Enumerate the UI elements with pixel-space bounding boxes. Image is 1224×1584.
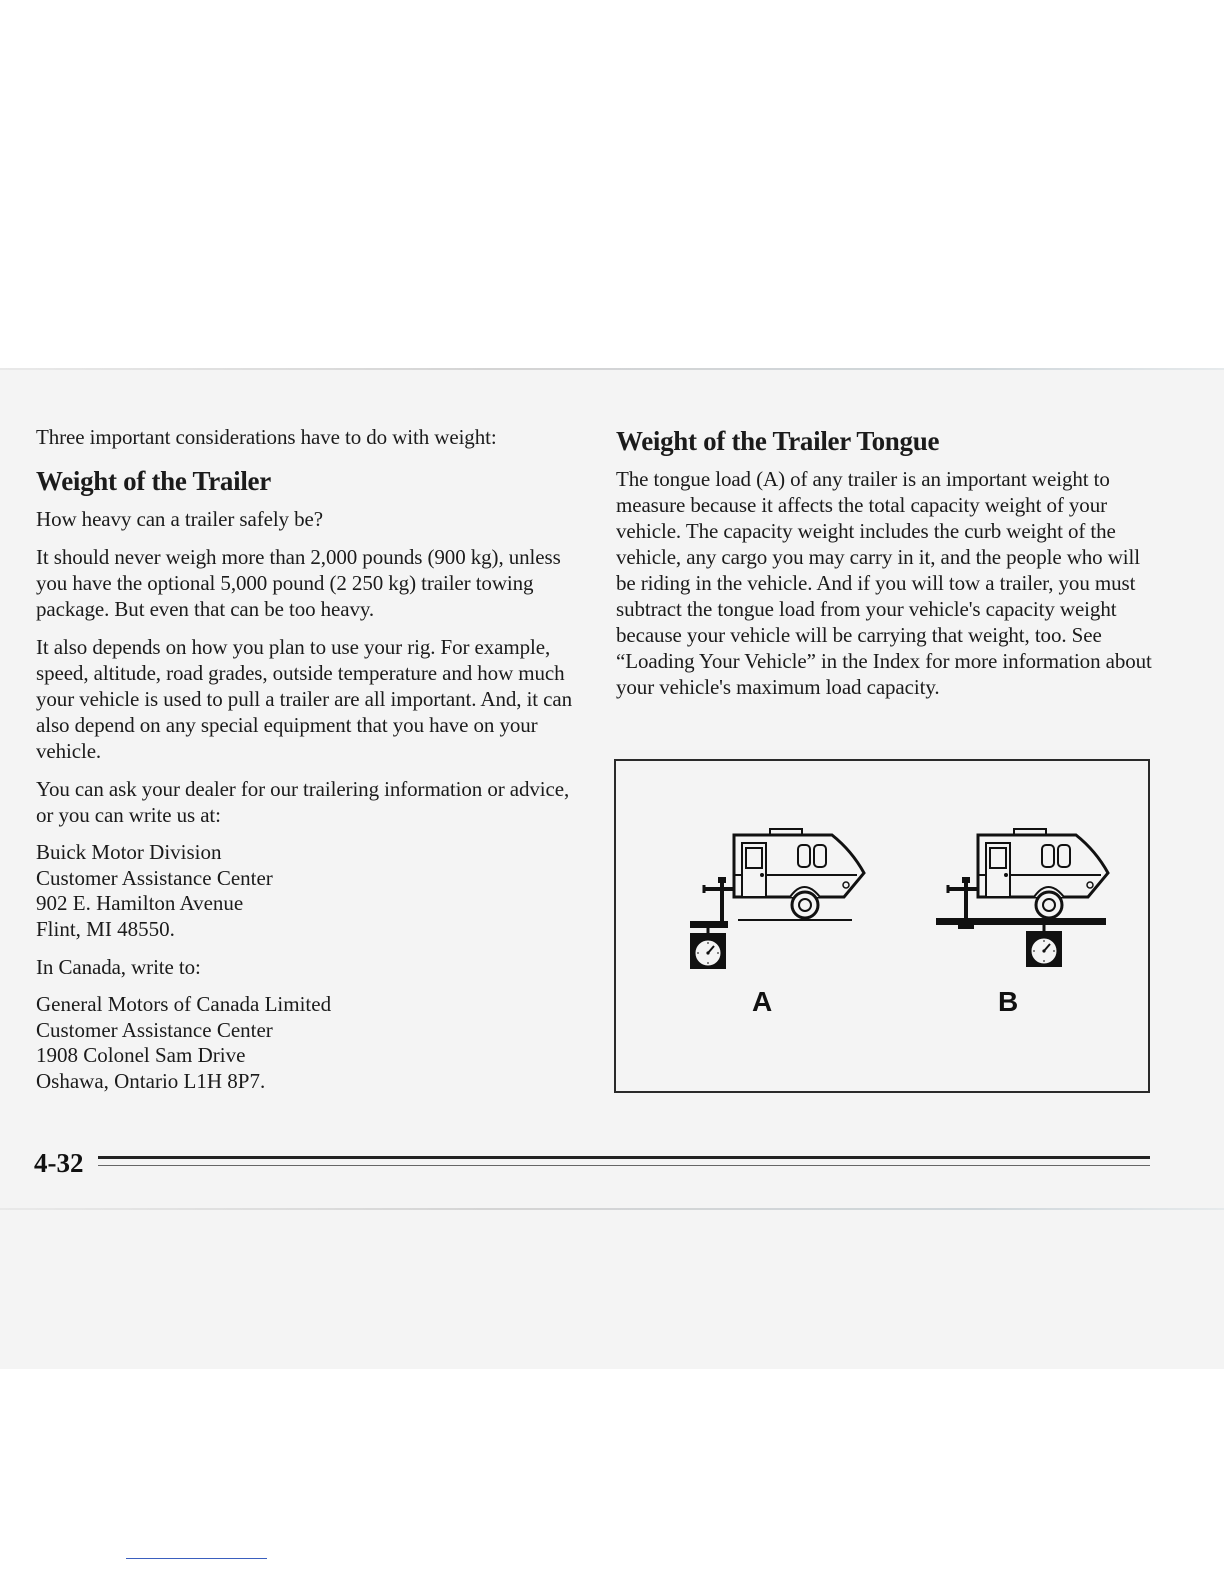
right-column: [616, 424, 1161, 712]
left-column: [36, 424, 581, 1106]
tongue-load-paragraph: The tongue load (A) of any trailer is an important weight to measure because it affects the total capacity weight of your vehicle. The capacity weight includes the curb weight of the vehicle, any cargo you may carry in it, and the people who will be riding in the vehicle. And if you will tow a trailer, you must subtract the tongue load from your vehicle's capacity weight because your vehicle will be carrying that weight, too. See “Loading Your Vehicle” in the Index for more information about your vehicle's maximum load capacity.: [616, 467, 1152, 699]
address-line: General Motors of Canada Limited: [36, 992, 332, 1016]
scan-bottom-edge: [0, 1208, 1224, 1210]
page-number: 4-32: [34, 1148, 84, 1178]
address-line: Customer Assistance Center: [36, 865, 273, 890]
figure-label-b: B: [998, 986, 1019, 1017]
heading-weight-of-trailer: Weight of the Trailer: [36, 466, 271, 496]
address-line: Oshawa, Ontario L1H 8P7.: [36, 1068, 266, 1093]
scan-top-edge: [0, 368, 1224, 370]
us-address: [36, 840, 581, 942]
footer-rule-thin: [98, 1165, 1150, 1166]
address-line: Customer Assistance Center: [36, 1017, 273, 1042]
canada-address: [36, 992, 581, 1094]
figure-label-a: A: [752, 986, 773, 1017]
paragraph: How heavy can a trailer safely be?: [36, 507, 323, 531]
trailer-b-illustration: [936, 829, 1108, 967]
paragraph: You can ask your dealer for our trailering information or advice, or you can write us at:: [36, 777, 570, 827]
paragraph: It should never weigh more than 2,000 pounds (900 kg), unless you have the optional 5,000 pound (2 250 kg) trailer towing package. But even that can be too heavy.: [36, 545, 561, 621]
address-line: 1908 Colonel Sam Drive: [36, 1043, 246, 1067]
address-line: Flint, MI 48550.: [36, 916, 175, 941]
trailer-a-illustration: [690, 829, 864, 969]
paragraph: It also depends on how you plan to use your rig. For example, speed, altitude, road grades, outside temperature and how much your vehicle is used to pull a trailer are all important. And, it can also depend on any special equipment that you have on your vehicle.: [36, 635, 573, 763]
heading-weight-of-trailer-tongue: Weight of the Trailer Tongue: [616, 426, 940, 456]
intro-text: Three important considerations have to do with weight:: [36, 425, 497, 449]
bottom-link-underline: [126, 1558, 267, 1559]
trailer-illustration: [616, 761, 1148, 1091]
address-line: 902 E. Hamilton Avenue: [36, 891, 244, 915]
trailer-tongue-figure: [614, 759, 1150, 1093]
footer-rule-thick: [98, 1156, 1150, 1159]
address-line: Buick Motor Division: [36, 840, 222, 864]
canada-intro: In Canada, write to:: [36, 955, 201, 979]
